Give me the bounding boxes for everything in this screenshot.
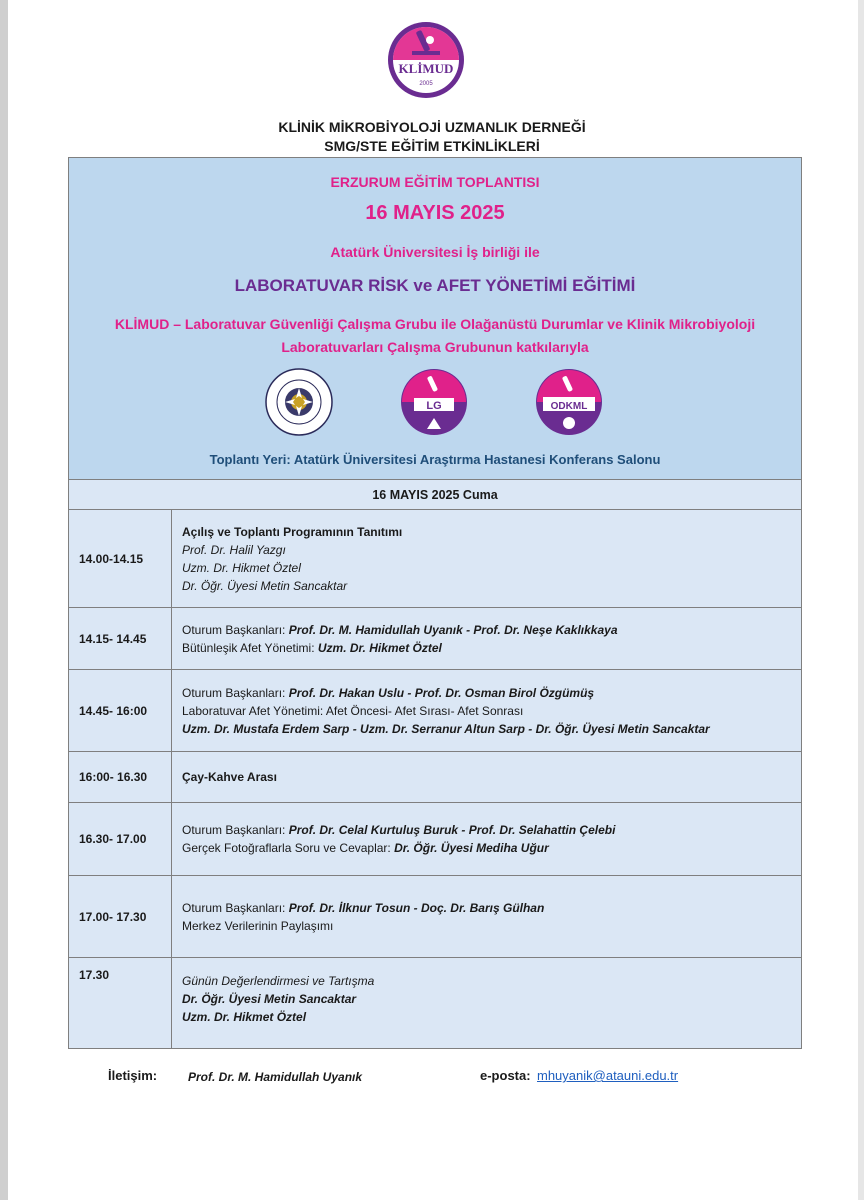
contact-label: İletişim: bbox=[108, 1068, 158, 1083]
klimud-logo-text: KLİMUD bbox=[398, 61, 454, 76]
speaker: Uzm. Dr. Hikmet Öztel bbox=[182, 560, 301, 575]
venue-line: Toplantı Yeri: Atatürk Üniversitesi Araştırma Hastanesi Konferans Salonu bbox=[209, 452, 661, 467]
talk-title: Merkez Verilerinin Paylaşımı bbox=[182, 918, 334, 933]
break-title: Çay-Kahve Arası bbox=[172, 752, 802, 803]
speaker: Uzm. Dr. Hikmet Öztel bbox=[182, 1010, 307, 1024]
session-details bbox=[172, 876, 802, 958]
contribution-line-1: KLİMUD – Laboratuvar Güvenliği Çalışma Grubu ile Olağanüstü Durumlar ve Klinik Mikrobiyoloji bbox=[114, 316, 756, 332]
session-details bbox=[172, 670, 802, 752]
table-row bbox=[69, 876, 802, 958]
talk-title: Laboratuvar Afet Yönetimi: Afet Öncesi- Afet Sırası- Afet Sonrası bbox=[182, 703, 524, 718]
speaker: Dr. Öğr. Üyesi Metin Sancaktar bbox=[182, 992, 357, 1006]
session-time: 16:00- 16.30 bbox=[69, 752, 172, 803]
ataturk-university-seal-icon bbox=[265, 368, 333, 436]
schedule-day: 16 MAYIS 2025 Cuma bbox=[69, 480, 802, 510]
session-time: 17.30 bbox=[69, 958, 172, 1049]
speaker: Dr. Öğr. Üyesi Mediha Uğur bbox=[394, 841, 549, 855]
speaker: Uzm. Dr. Hikmet Öztel bbox=[317, 640, 442, 655]
klimud-logo bbox=[386, 18, 466, 104]
session-details bbox=[172, 803, 802, 876]
event-date: 16 MAYIS 2025 bbox=[365, 202, 505, 224]
table-row bbox=[69, 510, 802, 608]
table-row bbox=[69, 958, 802, 1049]
page-left-edge bbox=[0, 0, 8, 1200]
table-row bbox=[69, 670, 802, 752]
table-row bbox=[69, 608, 802, 670]
talk-title: Günün Değerlendirmesi ve Tartışma bbox=[182, 974, 375, 988]
chairs-label: Oturum Başkanları: bbox=[182, 685, 289, 700]
event-header-box bbox=[68, 157, 802, 480]
chairs-label: Oturum Başkanları: bbox=[182, 823, 289, 837]
contribution-line-2: Laboratuvarları Çalışma Grubunun katkılarıyla bbox=[281, 339, 589, 355]
session-details bbox=[172, 608, 802, 670]
chairs-label: Oturum Başkanları: bbox=[182, 622, 289, 637]
event-city-title: ERZURUM EĞİTİM TOPLANTISI bbox=[330, 174, 540, 190]
cooperation-line: Atatürk Üniversitesi İş birliği ile bbox=[330, 244, 540, 260]
schedule-day-row bbox=[69, 480, 802, 510]
email-label: e-posta: bbox=[480, 1068, 531, 1083]
speakers: Uzm. Dr. Mustafa Erdem Sarp - Uzm. Dr. Serranur Altun Sarp - Dr. Öğr. Üyesi Metin Sancaktar bbox=[182, 721, 710, 736]
session-time: 14.15- 14.45 bbox=[69, 608, 172, 670]
table-row bbox=[69, 803, 802, 876]
session-details bbox=[172, 958, 802, 1049]
chairs-label: Oturum Başkanları: bbox=[182, 900, 289, 915]
training-title: LABORATUVAR RİSK ve AFET YÖNETİMİ EĞİTİMİ bbox=[234, 276, 636, 295]
schedule-table bbox=[68, 479, 802, 1049]
session-details bbox=[172, 510, 802, 608]
talk-title: Bütünleşik Afet Yönetimi: bbox=[182, 640, 318, 655]
odkml-badge-label: ODKML bbox=[550, 401, 588, 412]
session-title: Açılış ve Toplantı Programının Tanıtımı bbox=[182, 524, 403, 539]
session-time: 16.30- 17.00 bbox=[69, 803, 172, 876]
odkml-badge-icon bbox=[535, 368, 603, 436]
klimud-logo-year: 2005 bbox=[419, 81, 433, 87]
org-subtitle: SMG/STE EĞİTİM ETKİNLİKLERİ bbox=[324, 138, 540, 154]
lg-badge-icon bbox=[400, 368, 468, 436]
session-chairs: Prof. Dr. Hakan Uslu - Prof. Dr. Osman Birol Özgümüş bbox=[288, 685, 595, 700]
session-time: 14.45- 16:00 bbox=[69, 670, 172, 752]
email-link[interactable]: mhuyanik@atauni.edu.tr bbox=[537, 1068, 679, 1083]
speaker: Prof. Dr. Halil Yazgı bbox=[182, 542, 286, 557]
session-chairs: Prof. Dr. Celal Kurtuluş Buruk - Prof. Dr. Selahattin Çelebi bbox=[288, 823, 616, 837]
page-right-edge bbox=[858, 0, 864, 1200]
org-title: KLİNİK MİKROBİYOLOJİ UZMANLIK DERNEĞİ bbox=[278, 119, 586, 135]
talk-title: Gerçek Fotoğraflarla Soru ve Cevaplar: bbox=[182, 841, 395, 855]
contact-name: Prof. Dr. M. Hamidullah Uyanık bbox=[188, 1070, 363, 1084]
lg-badge-label: LG bbox=[426, 400, 442, 412]
session-time: 17.00- 17.30 bbox=[69, 876, 172, 958]
table-row bbox=[69, 752, 802, 803]
session-time: 14.00-14.15 bbox=[69, 510, 172, 608]
session-chairs: Prof. Dr. M. Hamidullah Uyanık - Prof. Dr. Neşe Kaklıkkaya bbox=[288, 622, 618, 637]
speaker: Dr. Öğr. Üyesi Metin Sancaktar bbox=[182, 578, 348, 593]
session-chairs: Prof. Dr. İlknur Tosun - Doç. Dr. Barış Gülhan bbox=[288, 900, 545, 915]
